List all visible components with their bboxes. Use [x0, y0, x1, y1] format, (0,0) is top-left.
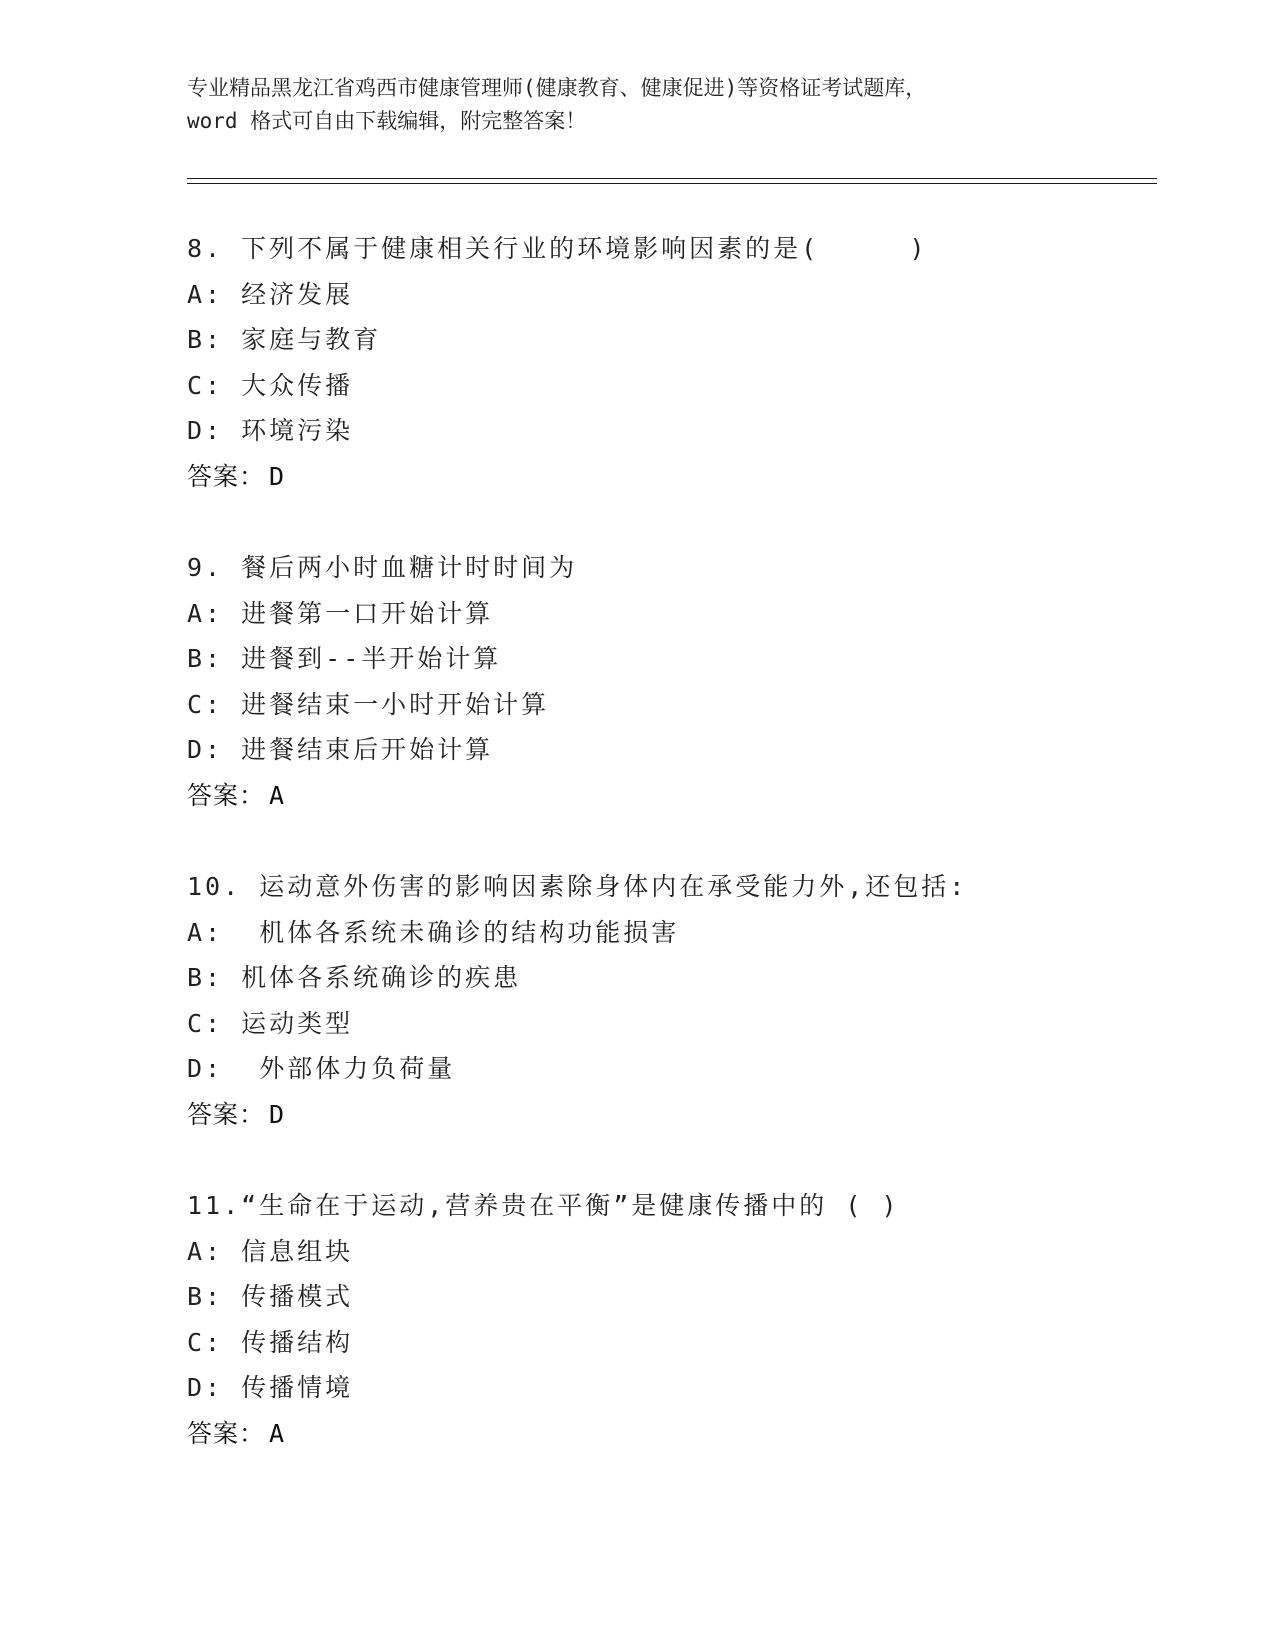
question-block-9 [187, 545, 1147, 818]
option-b: B: 机体各系统确诊的疾患 [187, 963, 522, 992]
answer-line [187, 454, 1147, 500]
question-stem: 8. 下列不属于健康相关行业的环境影响因素的是( ) [187, 234, 928, 263]
question-block-8 [187, 226, 1147, 499]
answer-line [187, 1411, 1147, 1457]
option-c: C: 进餐结束一小时开始计算 [187, 689, 550, 719]
answer-line [187, 773, 1147, 819]
answer-label: 答案： [187, 1099, 266, 1129]
answer-label: 答案： [187, 461, 266, 491]
option-a: A: 信息组块 [187, 1236, 354, 1266]
question-block-11 [187, 1183, 1147, 1456]
answer-label: 答案： [187, 1418, 266, 1448]
answer-value: D [269, 1099, 286, 1129]
option-a: A: 机体各系统未确诊的结构功能损害 [187, 917, 680, 947]
option-b: B: 家庭与教育 [187, 325, 382, 354]
header-divider-bottom [187, 183, 1157, 184]
option-d: D: 传播情境 [187, 1373, 354, 1402]
answer-value: A [269, 780, 286, 810]
question-stem: 11.“生命在于运动,营养贵在平衡”是健康传播中的 ( ) [187, 1191, 900, 1220]
header-line-1: 专业精品黑龙江省鸡西市健康管理师(健康教育、健康促进)等资格证考试题库， [187, 76, 927, 100]
question-stem: 9. 餐后两小时血糖计时时间为 [187, 553, 578, 582]
option-d: D: 进餐结束后开始计算 [187, 735, 494, 764]
option-c: C: 传播结构 [187, 1327, 354, 1357]
option-b: B: 进餐到--半开始计算 [187, 644, 502, 673]
option-c: C: 运动类型 [187, 1008, 354, 1038]
document-header [187, 72, 1147, 138]
option-a: A: 进餐第一口开始计算 [187, 598, 494, 628]
answer-value: A [269, 1418, 286, 1448]
answer-value: D [269, 461, 286, 491]
answer-line [187, 1092, 1147, 1138]
option-d: D: 环境污染 [187, 416, 354, 445]
option-c: C: 大众传播 [187, 370, 354, 400]
option-a: A: 经济发展 [187, 279, 354, 309]
option-d: D: 外部体力负荷量 [187, 1054, 456, 1083]
question-block-10 [187, 864, 1147, 1137]
option-b: B: 传播模式 [187, 1282, 354, 1311]
header-line-2: word 格式可自由下载编辑，附完整答案！ [187, 109, 587, 133]
header-divider-top [187, 178, 1157, 179]
answer-label: 答案： [187, 780, 266, 810]
question-stem: 10. 运动意外伤害的影响因素除身体内在承受能力外,还包括: [187, 872, 968, 901]
